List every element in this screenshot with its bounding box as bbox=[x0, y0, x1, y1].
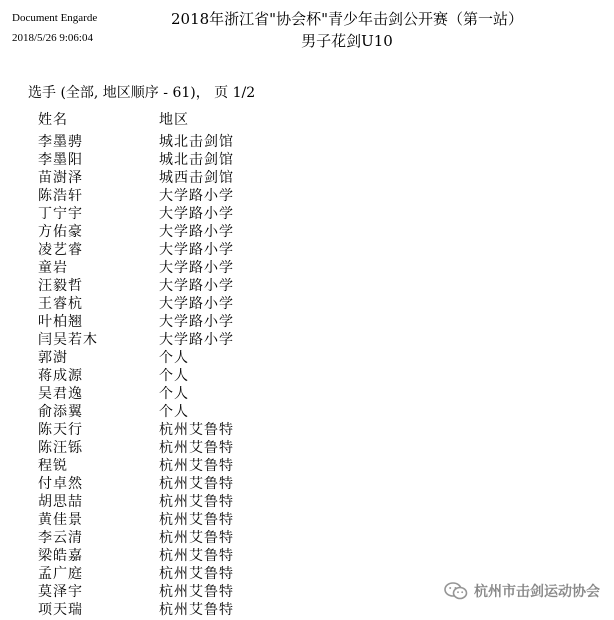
fencer-region: 城西击剑馆 bbox=[159, 170, 234, 186]
fencer-name: 叶柏翘 bbox=[38, 314, 83, 330]
watermark bbox=[444, 581, 600, 601]
fencer-name: 项天瑞 bbox=[38, 602, 83, 618]
fencer-region: 杭州艾鲁特 bbox=[159, 602, 234, 618]
table-row bbox=[0, 439, 614, 457]
fencer-name: 俞添翼 bbox=[38, 404, 83, 420]
fencer-name: 陈浩轩 bbox=[38, 188, 83, 204]
fencer-region: 大学路小学 bbox=[159, 314, 234, 330]
table-row bbox=[0, 403, 614, 421]
fencer-name: 程锐 bbox=[38, 458, 68, 474]
table-row bbox=[0, 385, 614, 403]
fencer-region: 城北击剑馆 bbox=[159, 134, 234, 150]
table-row bbox=[0, 295, 614, 313]
fencer-region: 大学路小学 bbox=[159, 332, 234, 348]
fencer-name: 吴君逸 bbox=[38, 386, 83, 402]
table-row bbox=[0, 349, 614, 367]
table-row bbox=[0, 331, 614, 349]
fencer-list bbox=[0, 133, 614, 619]
table-row bbox=[0, 205, 614, 223]
fencer-name: 汪毅哲 bbox=[38, 278, 83, 294]
fencer-name: 王睿杭 bbox=[38, 296, 83, 312]
fencer-name: 陈汪铄 bbox=[38, 440, 83, 456]
fencer-name: 李墨阳 bbox=[38, 152, 83, 168]
column-header-name: 姓名 bbox=[38, 112, 68, 128]
fencer-region: 城北击剑馆 bbox=[159, 152, 234, 168]
tournament-title: 2018年浙江省"协会杯"青少年击剑公开赛（第一站） bbox=[171, 10, 523, 28]
fencer-name: 李云清 bbox=[38, 530, 83, 546]
table-row bbox=[0, 241, 614, 259]
table-row bbox=[0, 223, 614, 241]
fencer-region: 杭州艾鲁特 bbox=[159, 440, 234, 456]
fencer-name: 付卓然 bbox=[38, 476, 83, 492]
fencer-region: 杭州艾鲁特 bbox=[159, 476, 234, 492]
fencer-name: 闫吴若木 bbox=[38, 332, 98, 348]
fencer-region: 杭州艾鲁特 bbox=[159, 530, 234, 546]
fencer-region: 大学路小学 bbox=[159, 296, 234, 312]
fencer-region: 杭州艾鲁特 bbox=[159, 512, 234, 528]
event-title: 男子花剑U10 bbox=[301, 32, 393, 50]
fencer-region: 个人 bbox=[159, 350, 189, 366]
table-row bbox=[0, 277, 614, 295]
fencer-name: 梁皓嘉 bbox=[38, 548, 83, 564]
table-row bbox=[0, 421, 614, 439]
fencer-name: 童岩 bbox=[38, 260, 68, 276]
fencer-region: 个人 bbox=[159, 404, 189, 420]
fencer-name: 陈天行 bbox=[38, 422, 83, 438]
fencer-region: 大学路小学 bbox=[159, 260, 234, 276]
table-row bbox=[0, 367, 614, 385]
fencer-region: 大学路小学 bbox=[159, 224, 234, 240]
print-timestamp: 2018/5/26 9:06:04 bbox=[12, 32, 93, 44]
watermark-text: 杭州市击剑运动协会 bbox=[474, 584, 600, 600]
fencer-name: 蒋成源 bbox=[38, 368, 83, 384]
fencer-region: 杭州艾鲁特 bbox=[159, 494, 234, 510]
table-row bbox=[0, 511, 614, 529]
fencer-region: 杭州艾鲁特 bbox=[159, 458, 234, 474]
column-header-region: 地区 bbox=[159, 112, 189, 128]
fencer-region: 杭州艾鲁特 bbox=[159, 566, 234, 582]
fencer-name: 孟广庭 bbox=[38, 566, 83, 582]
fencer-name: 郭澍 bbox=[38, 350, 68, 366]
fencer-region: 杭州艾鲁特 bbox=[159, 422, 234, 438]
table-row bbox=[0, 529, 614, 547]
app-name: Document Engarde bbox=[12, 12, 98, 24]
table-row bbox=[0, 151, 614, 169]
fencer-region: 个人 bbox=[159, 386, 189, 402]
table-row bbox=[0, 313, 614, 331]
fencer-region: 杭州艾鲁特 bbox=[159, 548, 234, 564]
wechat-icon bbox=[444, 582, 468, 600]
fencer-name: 黄佳景 bbox=[38, 512, 83, 528]
fencer-region: 大学路小学 bbox=[159, 278, 234, 294]
fencer-region: 大学路小学 bbox=[159, 188, 234, 204]
table-row bbox=[0, 259, 614, 277]
table-row bbox=[0, 601, 614, 619]
report-subtitle: 选手 (全部, 地区顺序 - 61)， 页 1/2 bbox=[28, 85, 256, 101]
table-row bbox=[0, 475, 614, 493]
table-row bbox=[0, 133, 614, 151]
table-row bbox=[0, 547, 614, 565]
fencer-name: 胡思喆 bbox=[38, 494, 83, 510]
fencer-region: 杭州艾鲁特 bbox=[159, 584, 234, 600]
fencer-name: 莫泽宇 bbox=[38, 584, 83, 600]
fencer-region: 大学路小学 bbox=[159, 242, 234, 258]
fencer-region: 大学路小学 bbox=[159, 206, 234, 222]
table-row bbox=[0, 457, 614, 475]
fencer-region: 个人 bbox=[159, 368, 189, 384]
table-row bbox=[0, 493, 614, 511]
fencer-name: 方佑豪 bbox=[38, 224, 83, 240]
fencer-name: 丁宁宇 bbox=[38, 206, 83, 222]
fencer-name: 李墨骋 bbox=[38, 134, 83, 150]
table-row bbox=[0, 187, 614, 205]
fencer-name: 苗澍泽 bbox=[38, 170, 83, 186]
fencer-name: 凌艺睿 bbox=[38, 242, 83, 258]
table-row bbox=[0, 169, 614, 187]
